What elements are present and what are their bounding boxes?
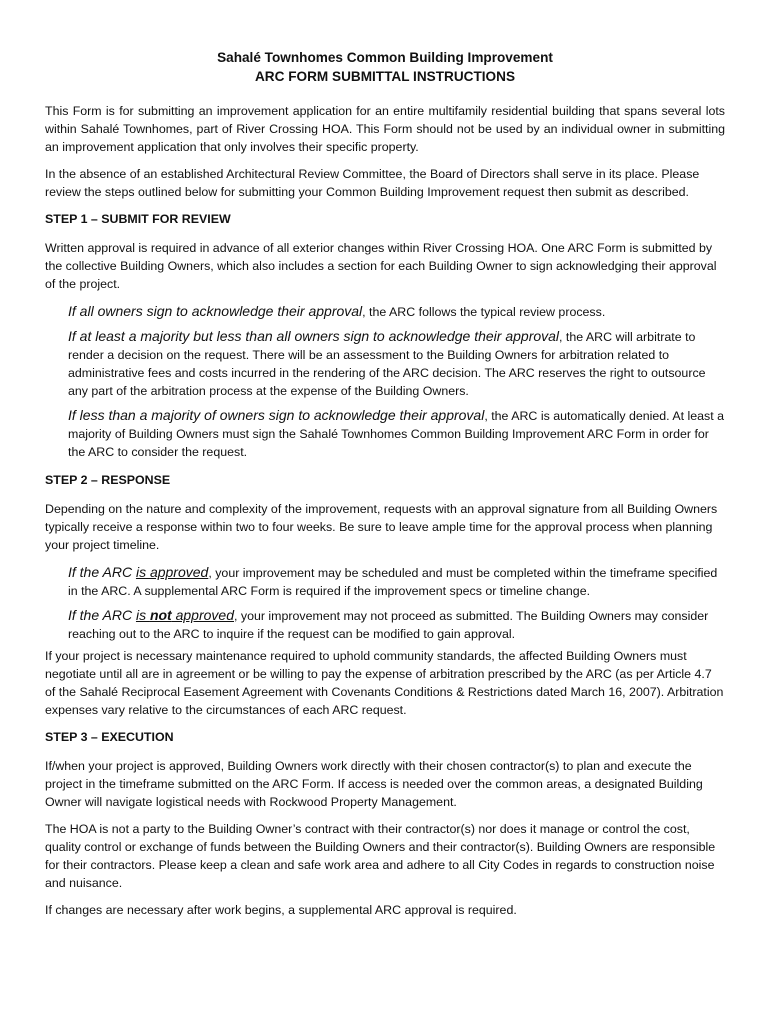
case-lead: If less than a majority of owners sign to acknowledge their approval (68, 407, 485, 423)
document-page (45, 48, 725, 928)
step3-heading: STEP 3 – EXECUTION (45, 730, 174, 744)
case-lead-approved: approved (171, 607, 234, 623)
step1-case-minority (68, 406, 725, 461)
title-line-2: ARC FORM SUBMITTAL INSTRUCTIONS (254, 69, 516, 84)
case-text: , the ARC will arbitrate to render a decision on the request. There will be an assessment to the Building Owners for arbitration related to administrative fees and costs incurred in the rendering of the ARC decision. The ARC reserves the right to outsource any part of the arbitration process at the expense of the Building Owners. (68, 330, 706, 398)
case-lead (68, 564, 208, 580)
step1-heading: STEP 1 – SUBMIT FOR REVIEW (45, 212, 231, 226)
case-lead-is: is (135, 607, 150, 623)
case-lead (68, 607, 234, 623)
step3-paragraph-1: If/when your project is approved, Building Owners work directly with their chosen contractor(s) to plan and execute the project in the timeframe submitted on the ARC Form. If access is needed over the common areas, a designated Building Owner will navigate logistical needs with Rockwood Property Management. (45, 759, 703, 809)
case-text: , your improvement may not proceed as submitted. The Building Owners may consider reaching out to the ARC to inquire if the request can be modified to gain approval. (68, 609, 709, 641)
step1-body: Written approval is required in advance of all exterior changes within River Crossing HOA. One ARC Form is submitted by the collective Building Owners, which also includes a section for each Building Owner to sign acknowledging their approval of the project. (45, 241, 717, 291)
step2-body: Depending on the nature and complexity of the improvement, requests with an approval signature from all Building Owners typically receive a response within two to four weeks. Be sure to leave ample time for the approval process when planning your project timeline. (45, 502, 718, 552)
document-title (45, 48, 725, 86)
step2-maintenance-paragraph: If your project is necessary maintenance required to uphold community standards, the affected Building Owners must negotiate until all are in agreement or be willing to pay the expense of arbitration prescribed by the ARC (as per Article 4.7 of the Sahalé Reciprocal Easement Agreement with Covenants Conditions & Restrictions dated March 16, 2007). Arbitration expenses vary relative to the circumstances of each ARC request. (45, 649, 724, 717)
case-lead-not: not (149, 607, 172, 623)
case-lead: If at least a majority but less than all owners sign to acknowledge their approval (68, 328, 560, 344)
case-text: , your improvement may be scheduled and must be completed within the timeframe specified in the ARC. A supplemental ARC Form is required if the improvement specs or timeline change. (68, 566, 718, 598)
case-lead-prefix: If the ARC (68, 564, 136, 580)
step1-case-majority (68, 327, 725, 400)
case-lead: If all owners sign to acknowledge their approval (68, 303, 363, 319)
case-text: , the ARC follows the typical review process. (362, 305, 606, 319)
case-text: , the ARC is automatically denied. At least a majority of Building Owners must sign the Sahalé Townhomes Common Building Improvement ARC Form in order for the ARC to consider the request. (68, 409, 725, 459)
step1-case-all-owners (68, 302, 725, 321)
intro-paragraph-2: In the absence of an established Architectural Review Committee, the Board of Directors shall serve in its place. Please review the steps outlined below for submitting your Common Building Improvement request then submit as described. (45, 167, 700, 199)
step3-paragraph-2: The HOA is not a party to the Building Owner’s contract with their contractor(s) nor does it manage or control the cost, quality control or exchange of funds between the Building Owners and their contractor(s). Building Owners are responsible for their contractors. Please keep a clean and safe work area and adhere to all City Codes in regards to construction noise and nuisance. (45, 822, 716, 890)
step2-heading: STEP 2 – RESPONSE (45, 473, 171, 487)
step3-paragraph-3: If changes are necessary after work begins, a supplemental ARC approval is required. (45, 903, 517, 917)
step2-case-not-approved (68, 606, 725, 643)
case-lead-prefix: If the ARC (68, 607, 136, 623)
case-lead-underlined (136, 607, 234, 623)
intro-paragraph-1: This Form is for submitting an improvement application for an entire multifamily residential building that spans several lots within Sahalé Townhomes, part of River Crossing HOA. This Form should not be used by an individual owner in submitting an improvement application that only involves their specific property. (45, 104, 725, 154)
step2-case-approved (68, 563, 725, 600)
case-lead-underlined: is approved (135, 564, 209, 580)
title-line-1: Sahalé Townhomes Common Building Improvement (217, 50, 553, 65)
